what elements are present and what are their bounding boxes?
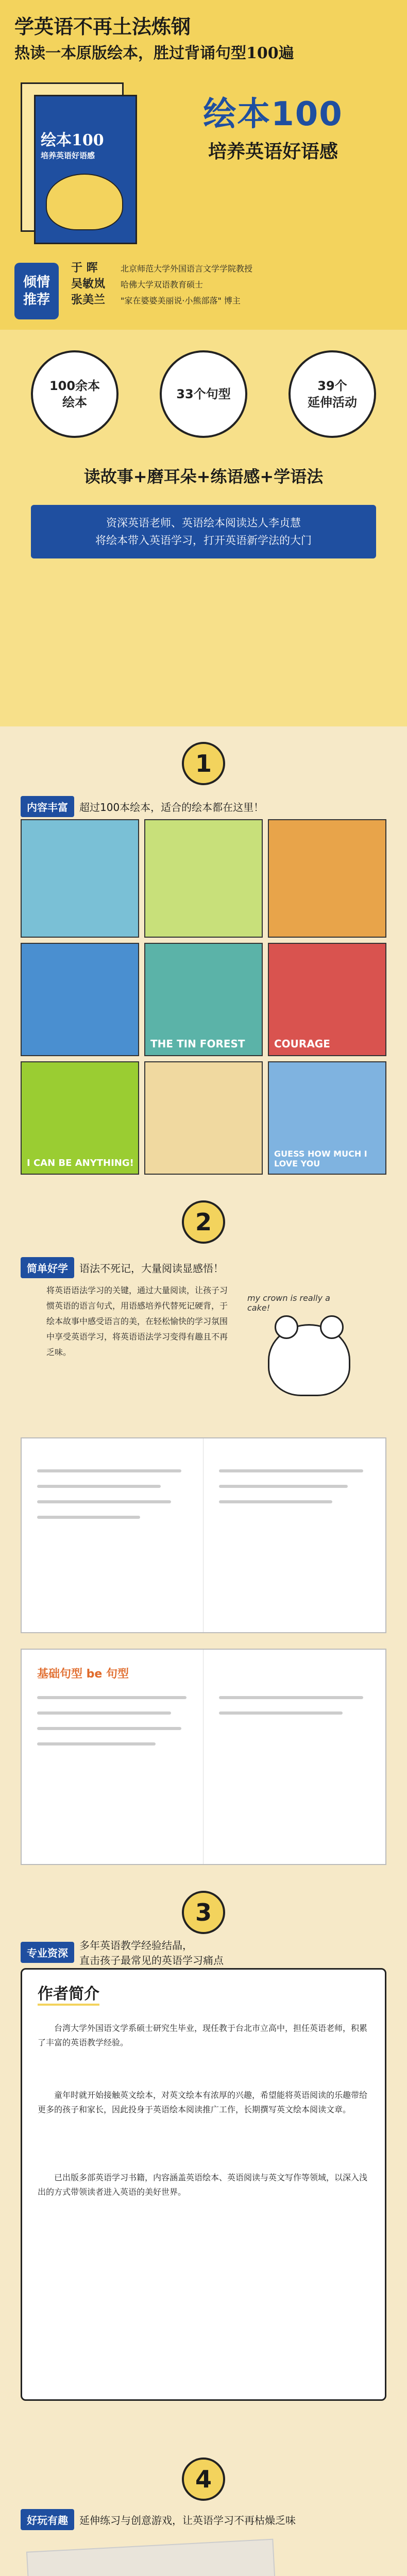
book-page-photo [26,2539,283,2576]
book-thumbnail [268,819,386,938]
feature-circle-activities: 39个 延伸活动 [289,350,376,438]
book-thumbnail: I CAN BE ANYTHING! [21,1061,139,1175]
section-number-badge: 2 [182,1200,225,1244]
book-thumbnail [144,819,263,938]
section-content-rich [0,726,407,1190]
book-thumbnail [21,943,139,1056]
spread-page-left [22,1650,204,1864]
spread-heading: 基础句型 be 句型 [37,1668,129,1681]
hero-title-sub: 培养英语好语感 [208,141,338,162]
section-number-badge: 4 [182,2458,225,2501]
book-spread-sample [21,1649,386,1865]
sample-text: 将英语语法学习的关键，通过大量阅读，让孩子习惯英语的语言句式，用语感培养代替死记硬背，于绘本故事中感受语言的美，在轻松愉快的学习氛围中享受英语学习，将英语语法学习变得有趣且不再乏味。 [46,1285,228,1357]
section-number-badge: 1 [182,742,225,785]
recommender-item: 张美兰 "家在婆婆美丽说·小熊部落" 博主 [71,294,241,307]
spread-page-right [204,1650,385,1864]
book-spread-sample [21,1437,386,1633]
hero-title-main: 绘本100 [203,95,343,133]
author-paragraph: 台湾大学外国语文学系硕士研究生毕业，现任教于台北市立高中，担任英语老师，积累了丰富的英语教学经验。 [38,2023,368,2047]
author-paragraph: 已出版多部英语学习书籍，内容涵盖英语绘本、英语阅读与英文写作等领域，以深入浅出的方式带领读者进入英语的美好世界。 [38,2173,368,2197]
feature-circle-books: 100余本 绘本 [31,350,118,438]
book-thumbnail: THE TIN FOREST [144,943,263,1056]
hero-section [0,0,407,726]
cover-subtitle: 培养英语好语感 [41,151,95,160]
section-tag [21,1937,224,1967]
cover-doodle-illustration [46,174,123,230]
book-thumbnail: GUESS HOW MUCH I LOVE YOU [268,1061,386,1175]
tag-label: 简单好学 [21,1257,74,1278]
picture-book-collage [21,819,386,1180]
tag-label: 专业资深 [21,1942,74,1963]
hero-slogan [14,13,294,67]
recommender-item: 于 晖 北京师范大学外国语言文学学院教授 [71,262,253,275]
tag-description: 超过100本绘本，适合的绘本都在这里！ [79,801,264,814]
slogan-line-1: 学英语不再土法炼钢 [14,15,191,38]
recommenders-block [14,258,396,330]
section-tag [21,2509,296,2530]
book-thumbnail [21,819,139,938]
spread-page-right [204,1438,385,1632]
section-easy-learning [0,1190,407,1880]
slogan-line-2: 热读一本原版绘本，胜过背诵句型100遍 [14,44,294,62]
hero-title [149,88,397,163]
tag-label: 内容丰富 [21,796,74,817]
tag-description: 语法不死记，大量阅读显感悟！ [79,1262,224,1275]
section-tag [21,1257,224,1278]
section-professional [0,1880,407,2447]
book-thumbnail [144,1061,263,1175]
section-fun [0,2447,407,2576]
book-cover-front [34,95,137,244]
section-tag [21,796,264,817]
author-intro-box [21,1968,386,2401]
purpose-banner: 资深英语老师、英语绘本阅读达人李贞慧 将绘本带入英语学习，打开英语新学法的大门 [31,505,376,558]
book-cover-stack [21,82,139,252]
tag-description: 延伸练习与创意游戏，让英语学习不再枯燥乏味 [79,2514,296,2527]
tag-description: 多年英语教学经验结晶， 直击孩子最常见的英语学习痛点 [79,1939,224,1967]
tag-label: 好玩有趣 [21,2509,74,2530]
spread-page-left [22,1438,204,1632]
feature-circles [0,350,407,453]
doodle-caption: my crown is really a cake! [247,1293,330,1313]
recommend-badge: 倾情推荐 [14,263,59,319]
recommender-list [71,261,252,309]
recommender-item: 吴敏岚 哈佛大学双语教育硕士 [71,278,204,291]
book-thumbnail: COURAGE [268,943,386,1056]
section-number-badge: 3 [182,1891,225,1934]
cover-title: 绘本100 [41,131,104,149]
feature-circle-patterns: 33个句型 [160,350,247,438]
author-paragraph: 童年时就开始接触英文绘本，对英文绘本有浓厚的兴趣，希望能将英语阅读的乐趣带给更多的孩子和家长，因此投身于英语绘本阅读推广工作，长期撰写英文绘本阅读文章。 [38,2090,368,2114]
method-formula: 读故事+磨耳朵+练语感+学语法 [83,467,324,486]
bear-doodle-icon [268,1324,350,1396]
author-heading: 作者简介 [38,1981,99,2006]
